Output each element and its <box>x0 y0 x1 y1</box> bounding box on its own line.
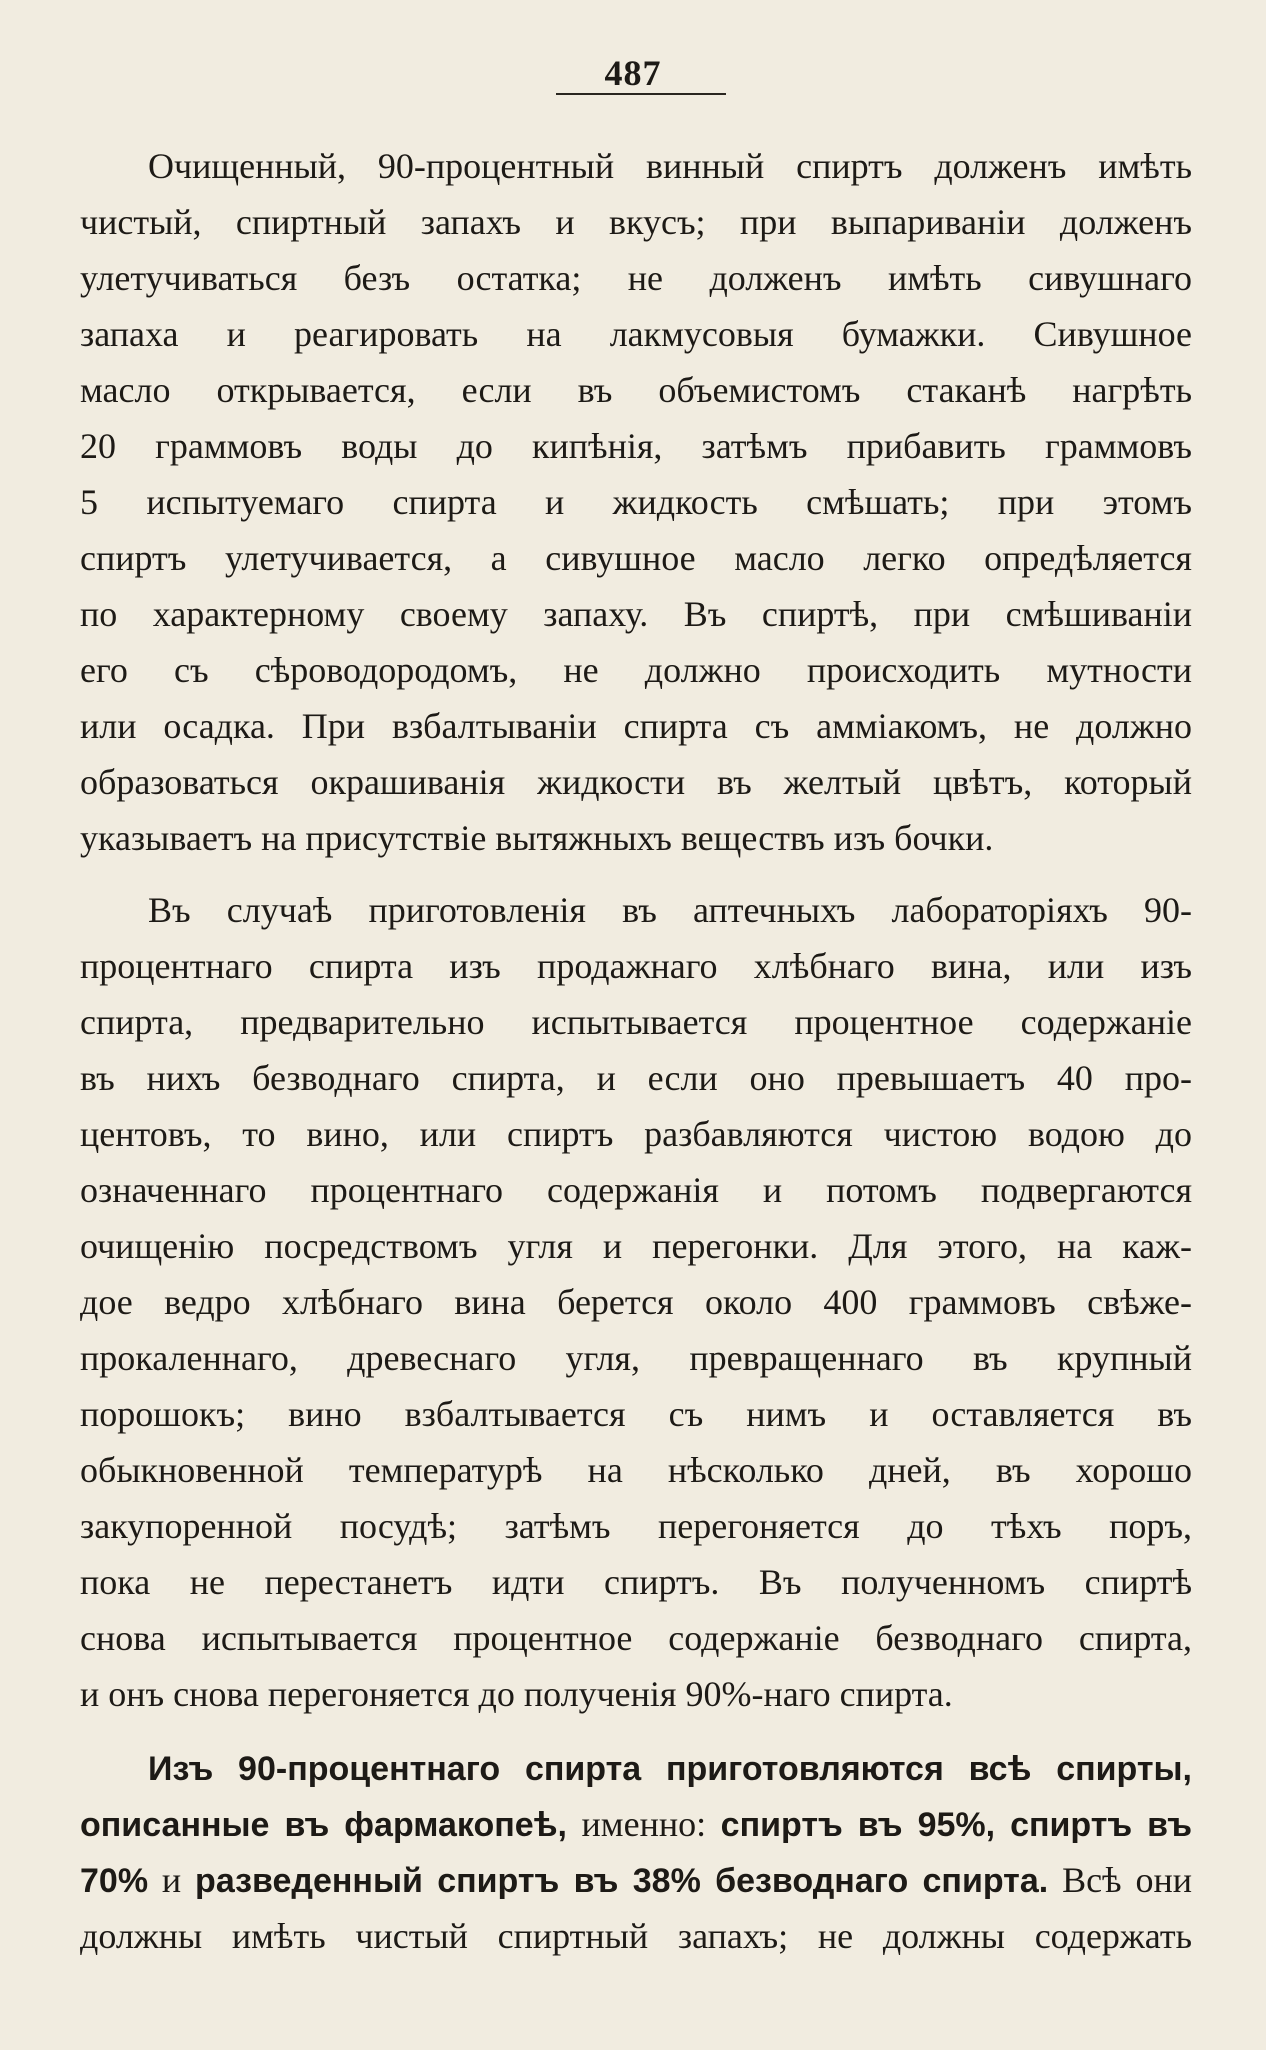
plain-text: должны имѣть чистый спиртный запахъ; не должны содержать <box>80 1916 1192 1956</box>
bold-text: Изъ 90-процентнаго спирта приготовляются всѣ спирты, <box>148 1750 1192 1788</box>
text-line <box>80 1908 1192 1964</box>
text-line: образоваться окрашиванiя жидкости въ желтый цвѣтъ, который <box>80 762 1192 802</box>
text-line: порошокъ; вино взбалтывается съ нимъ и оставляется въ <box>80 1394 1192 1434</box>
text-line: 20 граммовъ воды до кипѣнiя, затѣмъ прибавить граммовъ <box>80 426 1192 466</box>
text-line: Въ случаѣ приготовленiя въ аптечныхъ лабораторiяхъ 90- <box>148 890 1192 930</box>
text-line: снова испытывается процентное содержанiе безводнаго спирта, <box>80 1618 1192 1658</box>
bold-text: разведенный спиртъ въ 38% безводнаго спирта. <box>195 1862 1049 1900</box>
text-line: или осадка. При взбалтыванiи спирта съ аммiакомъ, не должно <box>80 706 1192 746</box>
text-line: указываетъ на присутствiе вытяжныхъ веществъ изъ бочки. <box>80 818 994 858</box>
text-line: означеннаго процентнаго содержанiя и потомъ подвергаются <box>80 1170 1192 1210</box>
text-line: чистый, спиртный запахъ и вкусъ; при выпариванiи долженъ <box>80 202 1192 242</box>
plain-text: именно: <box>567 1804 721 1844</box>
text-line: закупоренной посудѣ; затѣмъ перегоняется до тѣхъ поръ, <box>80 1506 1192 1546</box>
text-line: по характерному своему запаху. Въ спиртѣ, при смѣшиванiи <box>80 594 1192 634</box>
text-line: Очищенный, 90-процентный винный спиртъ долженъ имѣть <box>148 146 1192 186</box>
text-line: обыкновенной температурѣ на нѣсколько дней, въ хорошо <box>80 1450 1192 1490</box>
text-line: и онъ снова перегоняется до полученiя 90%-наго спирта. <box>80 1674 953 1714</box>
text-line: центовъ, то вино, или спиртъ разбавляются чистою водою до <box>80 1114 1192 1154</box>
text-line: въ нихъ безводнаго спирта, и если оно превышаетъ 40 про- <box>80 1058 1192 1098</box>
text-line: очищенiю посредствомъ угля и перегонки. Для этого, на каж- <box>80 1226 1192 1266</box>
text-line: дое ведро хлѣбнаго вина берется около 400 граммовъ свѣже- <box>80 1282 1192 1322</box>
text-line: масло открывается, если въ объемистомъ стаканѣ нагрѣть <box>80 370 1192 410</box>
text-line: процентнаго спирта изъ продажнаго хлѣбнаго вина, или изъ <box>80 946 1192 986</box>
text-line <box>148 1740 1192 1796</box>
text-line: улетучиваться безъ остатка; не долженъ имѣть сивушнаго <box>80 258 1192 298</box>
text-line: прокаленнаго, древеснаго угля, превращеннаго въ крупный <box>80 1338 1192 1378</box>
text-line: спирта, предварительно испытывается процентное содержанiе <box>80 1002 1192 1042</box>
text-line: его съ сѣроводородомъ, не должно происходить мутности <box>80 650 1192 690</box>
text-line: 5 испытуемаго спирта и жидкость смѣшать; при этомъ <box>80 482 1192 522</box>
text-line: спиртъ улетучивается, а сивушное масло легко опредѣляется <box>80 538 1192 578</box>
text-line: пока не перестанетъ идти спиртъ. Въ полученномъ спиртѣ <box>80 1562 1192 1602</box>
bold-text: спиртъ въ 95%, спиртъ въ <box>720 1806 1193 1844</box>
text-line <box>80 1852 1192 1908</box>
plain-text: Всѣ они <box>1048 1860 1192 1900</box>
page-number: 487 <box>604 53 662 93</box>
text-line <box>80 1796 1192 1852</box>
header-rule <box>556 93 726 95</box>
bold-text: 70% <box>80 1862 149 1900</box>
text-line: запаха и реагировать на лакмусовыя бумажки. Сивушное <box>80 314 1192 354</box>
plain-text: и <box>148 1860 196 1900</box>
bold-text: описанные въ фармакопеѣ, <box>80 1806 567 1844</box>
